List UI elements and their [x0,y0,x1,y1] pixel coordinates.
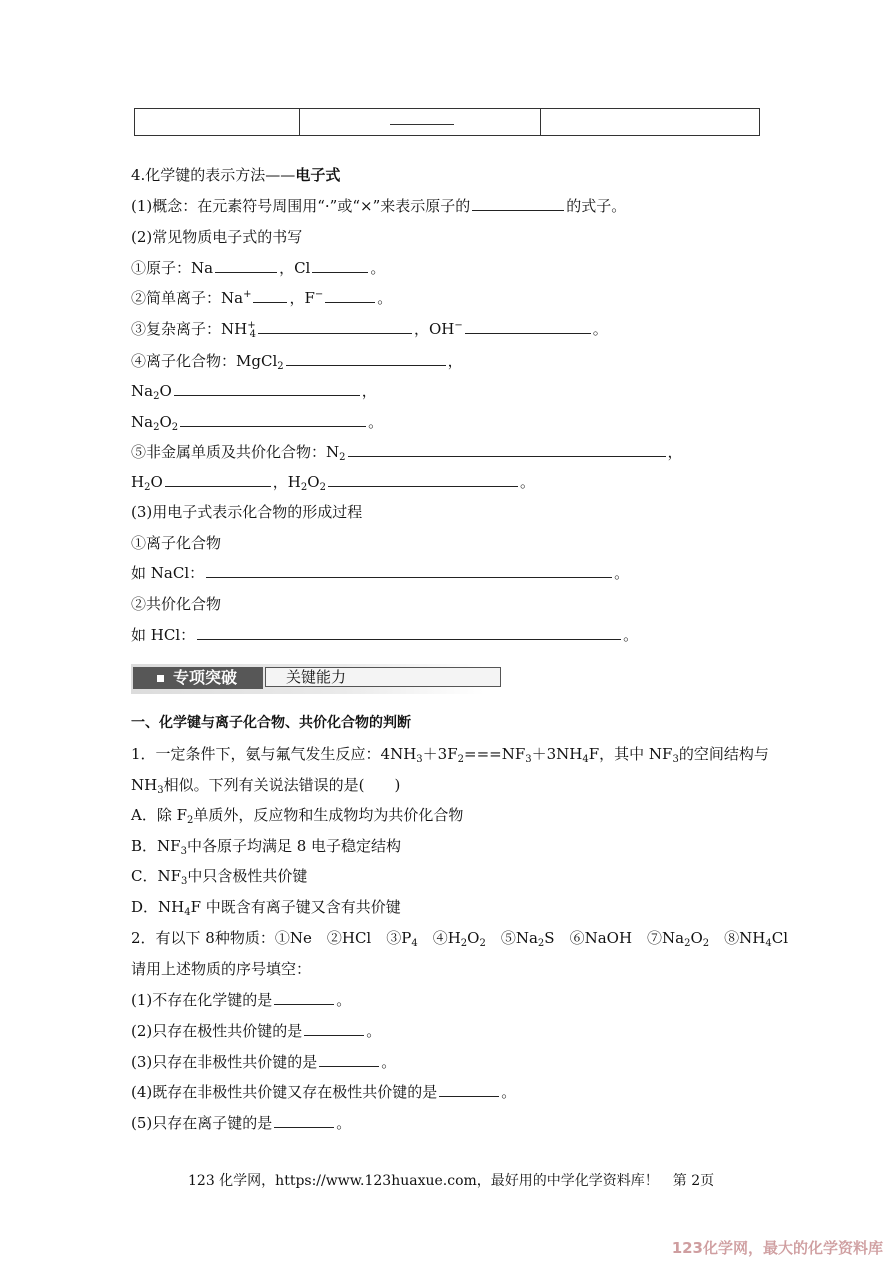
concept-line: (1)概念：在元素符号周围用“·”或“×”来表示原子的 的式子。 [131,197,627,215]
answer-blank[interactable] [328,472,518,487]
sub-question: (4)既存在非极性共价键又存在极性共价键的是 。 [131,1083,517,1101]
answer-blank[interactable] [174,381,360,396]
table-fragment [134,108,760,136]
answer-blank[interactable] [215,258,277,273]
question-1-cont: $NH_3$相似。下列有关说法错误的是( ) [131,776,401,796]
question-2: 2．有以下 8种物质：①Ne ②HCl $③P_4$ $④H_2O_2$ $⑤Na_2S$ ⑥NaOH $⑦Na_2O_2$ $⑧NH_4Cl$ [131,929,789,949]
ionic-compound-line: ④离子化合物：MgCl$_2$ ， [131,352,463,372]
answer-blank[interactable] [197,625,621,640]
answer-blank[interactable] [253,288,287,303]
answer-blank[interactable] [348,442,666,457]
option-c: C．$NF_3$中只含极性共价键 [131,867,308,887]
answer-blank[interactable] [274,990,334,1005]
option-d: D．$NH_4F$ 中既含有离子键又含有共价键 [131,898,401,918]
nacl-line: 如 NaCl： 。 [131,564,630,582]
banner-label: 专项突破 [133,667,263,689]
page-footer: 123 化学网，https://www.123huaxue.com，最好用的中学化学资料库！ 第 2页 [188,1173,715,1189]
answer-blank[interactable] [325,288,375,303]
sub-question: (5)只存在离子键的是 。 [131,1114,352,1132]
answer-blank[interactable] [286,351,446,366]
table-cell-divider [299,109,300,135]
answer-blank[interactable] [274,1113,334,1128]
answer-blank[interactable] [180,412,366,427]
answer-blank[interactable] [165,472,271,487]
section-4-title: 4.化学键的表示方法——电子式 [131,166,341,184]
sub-question: (2)只存在极性共价键的是 。 [131,1022,382,1040]
square-bullet-icon [157,675,164,682]
option-a: A．除 $F_2$单质外，反应物和生成物均为共价化合物 [131,806,464,826]
subheading: (3)用电子式表示化合物的形成过程 [131,503,363,521]
option-b: B．$NF_3$中各原子均满足 8 电子稳定结构 [131,837,402,857]
na2o2-line: $Na_2O_2$ 。 [131,413,384,433]
answer-blank[interactable] [439,1082,499,1097]
answer-blank[interactable] [304,1021,364,1036]
na2o-line: $Na_2O$ ， [131,382,377,402]
question-2-instruction: 请用上述物质的序号填空： [131,960,312,978]
answer-blank[interactable] [319,1052,379,1067]
section-banner [131,664,484,694]
sub-question: (3)只存在非极性共价键的是 。 [131,1053,397,1071]
answer-blank[interactable] [312,258,368,273]
table-cell-blank [390,124,454,125]
watermark: 123化学网，最大的化学资料库 [671,1239,883,1257]
complex-ion-line: ③复杂离子：$NH^+_4$ ，OH− 。 [131,320,608,340]
sub-question: (1)不存在化学键的是 。 [131,991,352,1009]
question-1: 1．一定条件下，氨与氟气发生反应：$4NH_3+3F_2===NF_3+3NH_4F$，其中 $NF_3$的空间结构与 [131,745,769,765]
subheading: ②共价化合物 [131,595,222,613]
banner-tag: 关键能力 [265,667,501,687]
table-cell-divider [540,109,541,135]
answer-blank[interactable] [206,563,612,578]
answer-blank[interactable] [258,319,412,334]
atom-line: ①原子：Na ，Cl 。 [131,259,386,277]
answer-blank[interactable] [465,319,591,334]
subheading: ①离子化合物 [131,534,222,552]
h2o-line: $H_2O$ ，$H_2O_2$ 。 [131,473,535,493]
answer-blank[interactable] [472,196,564,211]
section-heading: 一、化学键与离子化合物、共价化合物的判断 [131,715,411,731]
subheading: (2)常见物质电子式的书写 [131,228,303,246]
hcl-line: 如 HCl： 。 [131,626,639,644]
covalent-line: ⑤非金属单质及共价化合物：$N_2$ ， [131,443,683,463]
simple-ion-line: ②简单离子：Na+ ，F− 。 [131,289,393,307]
